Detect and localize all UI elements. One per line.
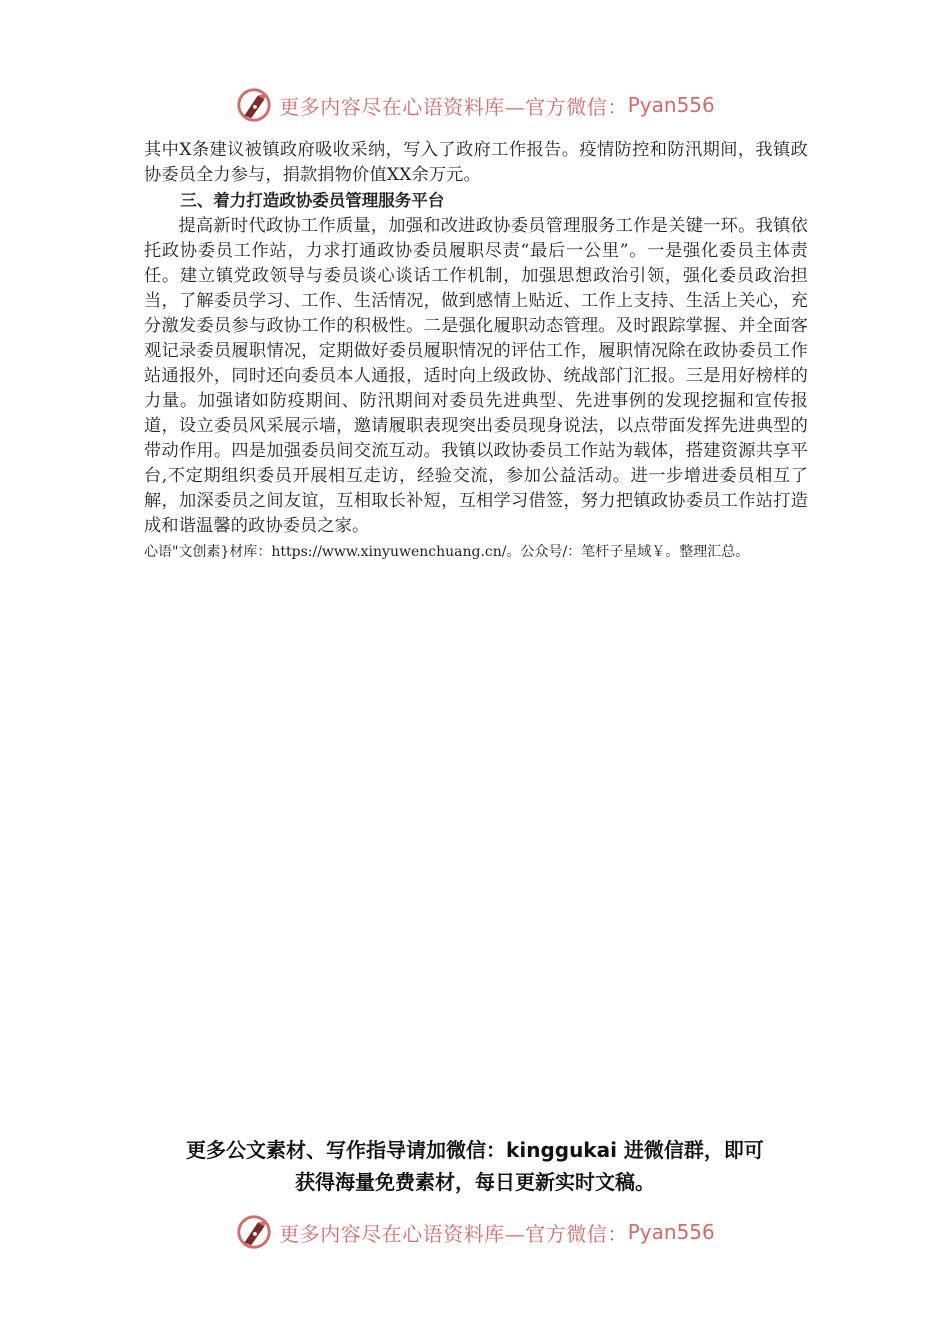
document-body (144, 138, 808, 563)
header-banner (0, 83, 950, 127)
banner-text: 更多内容尽在心语资料库—官方微信： (279, 1221, 628, 1246)
pen-nib-icon (235, 86, 273, 124)
banner-text: 更多内容尽在心语资料库—官方微信： (279, 94, 628, 119)
footer-banner (0, 1210, 950, 1254)
footer-note (0, 1134, 950, 1198)
wechat-id: Pyan556 (627, 1220, 715, 1244)
section-paragraph: 提高新时代政协工作质量，加强和改进政协委员管理服务工作是关键一环。我镇依托政协委员工作站，力求打通政协委员履职尽责“最后一公里”。一是强化委员主体责任。建立镇党政领导与委员谈心谈话工作机制，加强思想政治引领，强化委员政治担当，了解委员学习、工作、生活情况，做到感情上贴近、工作上支持、生活上关心，充分激发委员参与政协工作的积极性。二是强化履职动态管理。及时跟踪掌握、并全面客观记录委员履职情况，定期做好委员履职情况的评估工作，履职情况除在政协委员工作站通报外，同时还向委员本人通报，适时向上级政协、统战部门汇报。三是用好榜样的力量。加强诸如防疫期间、防汛期间对委员先进典型、先进事例的发现挖掘和宣传报道，设立委员风采展示墙，邀请履职表现突出委员现身说法，以点带面发挥先进典型的带动作用。四是加强委员间交流互动。我镇以政协委员工作站为载体，搭建资源共享平台,不定期组织委员开展相互走访，经验交流，参加公益活动。进一步增进委员相互了解，加深委员之间友谊，互相取长补短，互相学习借签，努力把镇政协委员工作站打造成和谐温馨的政协委员之家。 (144, 216, 808, 536)
source-line: 心语"文创素}材库：https://www.xinyuwenchuang.cn/。公众号/：笔杆子星域￥。整理汇总。 (144, 544, 750, 560)
continuation-paragraph: 其中X条建议被镇政府吸收采纳，写入了政府工作报告。疫情防控和防汛期间，我镇政协委员全力参与，捐款捐物价值XX余万元。 (144, 140, 808, 185)
wechat-id: Pyan556 (627, 93, 715, 117)
pen-nib-icon (235, 1213, 273, 1251)
footer-note-line1: 更多公文素材、写作指导请加微信：kinggukai 进微信群，即可 (186, 1138, 764, 1162)
footer-note-line2: 获得海量免费素材，每日更新实时文稿。 (295, 1170, 655, 1194)
section-heading: 三、着力打造政协委员管理服务平台 (180, 191, 445, 210)
